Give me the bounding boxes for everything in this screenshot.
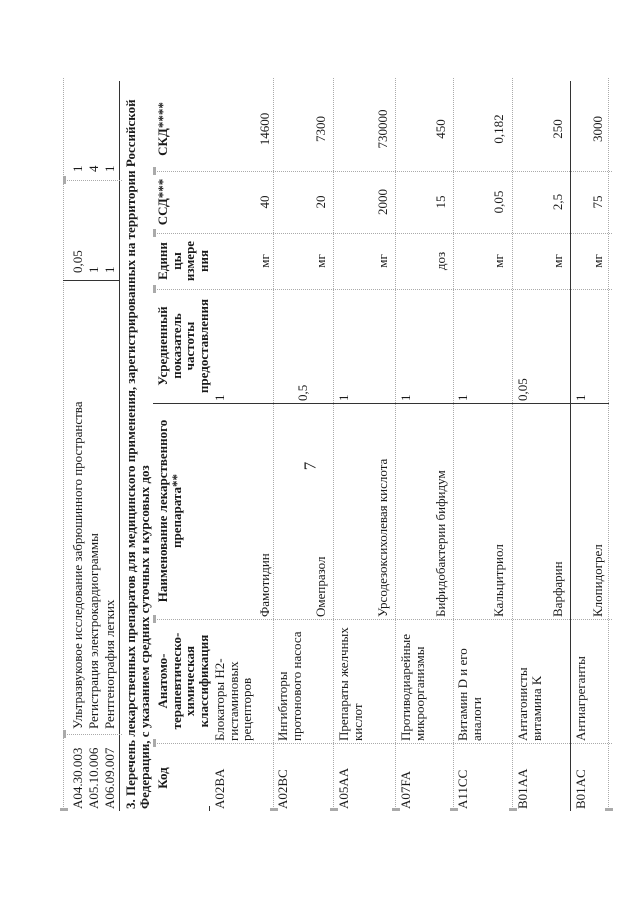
table-rule (63, 180, 122, 181)
drug-row-unit: доз (433, 251, 448, 271)
service-name: Ультразвуковое исследование забрюшинного пространства (70, 401, 85, 729)
page-number: 7 (300, 461, 320, 471)
drug-row-unit: мг (313, 254, 328, 268)
header-drug-name: Наименование лекарственного препарата** (155, 419, 184, 603)
service-frequency: 1 (86, 266, 101, 273)
drug-row-class: Препараты желчных кислот (336, 627, 365, 741)
drug-row-ssd: 0,05 (491, 190, 506, 214)
drug-row-skd: 730000 (375, 109, 390, 149)
header-atc-class: Анатомо- терапевтическо- химическая классификация (155, 632, 211, 730)
table-rule (63, 78, 64, 811)
drug-row-ssd: 75 (590, 195, 605, 209)
table-rule (119, 81, 120, 811)
service-multiplicity: 4 (86, 165, 101, 172)
drug-row-skd: 450 (433, 119, 448, 139)
drug-row-name: Бифидобактерии бифидум (433, 470, 448, 617)
drug-row-skd: 250 (550, 119, 565, 139)
drug-row-class-frequency: 1 (573, 394, 588, 401)
drug-row-unit: мг (491, 254, 506, 268)
drug-row-drug-frequency: 0,5 (295, 384, 310, 401)
drug-row-class: Противодиарейные микроорганизмы (398, 633, 427, 741)
table-rule (209, 806, 210, 811)
drug-row-code: A02BC (275, 769, 290, 809)
drug-row-unit: мг (590, 254, 605, 268)
service-code: A06.09.007 (102, 747, 117, 809)
table-rule (512, 78, 513, 811)
drug-row-unit: мг (257, 254, 272, 268)
table-rule (395, 78, 396, 811)
drug-row-class: Ингибиторы протонового насоса (275, 631, 304, 741)
header-frequency: Усредненный показатель частоты предоставления (155, 298, 211, 394)
table-rule (63, 280, 119, 281)
drug-row-ssd: 15 (433, 195, 448, 209)
drug-row-class: Блокаторы H2- гистаминовых рецепторов (212, 658, 255, 741)
drug-row-skd: 0,182 (491, 114, 506, 144)
drug-row-name: Варфарин (550, 561, 565, 617)
drug-row-ssd: 20 (313, 195, 328, 209)
table-rule (453, 78, 454, 811)
drug-row-skd: 3000 (590, 116, 605, 142)
drug-row-code: A02BA (212, 768, 227, 809)
drug-row-class-frequency: 0,05 (515, 378, 530, 401)
drug-row-unit: мг (550, 254, 565, 268)
drug-row-class: Антагонисты витамина K (515, 667, 544, 741)
drug-row-name: Фамотидин (257, 553, 272, 617)
table-rule (153, 171, 612, 172)
drug-row-code: B01AC (573, 769, 588, 809)
drug-row-class: Витамин D и его аналоги (455, 648, 484, 741)
table-rule (153, 403, 609, 404)
drug-row-class-frequency: 1 (455, 394, 470, 401)
drug-row-skd: 14600 (257, 112, 272, 146)
drug-row-code: A11CC (455, 769, 470, 809)
service-multiplicity: 1 (102, 165, 117, 172)
drug-row-ssd: 2,5 (550, 193, 565, 211)
drug-row-class-frequency: 1 (336, 394, 351, 401)
table-rule (570, 81, 571, 811)
table-rule (273, 78, 274, 811)
header-ssd: ССД*** (155, 178, 170, 226)
service-code: A04.30.003 (70, 747, 85, 809)
service-frequency: 1 (102, 266, 117, 273)
section-title: 3. Перечень лекарственных препаратов для медицинского применения, зарегистрированных на территории Российской Федерации, с указанием средних суточных и курсовых доз (123, 99, 152, 809)
service-frequency: 0,05 (70, 250, 85, 273)
drug-row-name: Омепразол (313, 556, 328, 617)
drug-row-code: B01AA (515, 768, 530, 809)
drug-row-code: A05AA (336, 767, 351, 809)
table-rule (153, 289, 612, 290)
rotated-document-page (0, 2, 633, 907)
table-rule (153, 619, 612, 620)
drug-row-ssd: 2000 (375, 189, 390, 215)
service-multiplicity: 1 (70, 165, 85, 172)
service-code: A05.10.006 (86, 747, 101, 809)
drug-row-class-frequency: 1 (212, 394, 227, 401)
table-rule (63, 734, 122, 735)
table-rule (333, 78, 334, 811)
drug-row-class-frequency: 1 (398, 394, 413, 401)
service-name: Рентгенография легких (102, 599, 117, 729)
drug-row-class: Антиагреганты (573, 656, 588, 741)
table-rule (153, 743, 612, 744)
service-name: Регистрация электрокардиограммы (86, 533, 101, 729)
drug-row-code: A07FA (398, 770, 413, 809)
drug-row-name: Кальцитриол (491, 544, 506, 617)
header-skd: СКД**** (155, 102, 170, 156)
table-rule (608, 78, 609, 811)
header-code: Код (155, 767, 170, 789)
header-unit: Едини цы измере ния (155, 240, 211, 282)
drug-row-name: Клопидогрел (590, 544, 605, 617)
drug-row-ssd: 40 (257, 195, 272, 209)
drug-row-name: Урсодезоксихолевая кислота (375, 458, 390, 617)
drug-row-unit: мг (375, 254, 390, 268)
drug-row-skd: 7300 (313, 116, 328, 142)
table-rule (153, 233, 612, 234)
